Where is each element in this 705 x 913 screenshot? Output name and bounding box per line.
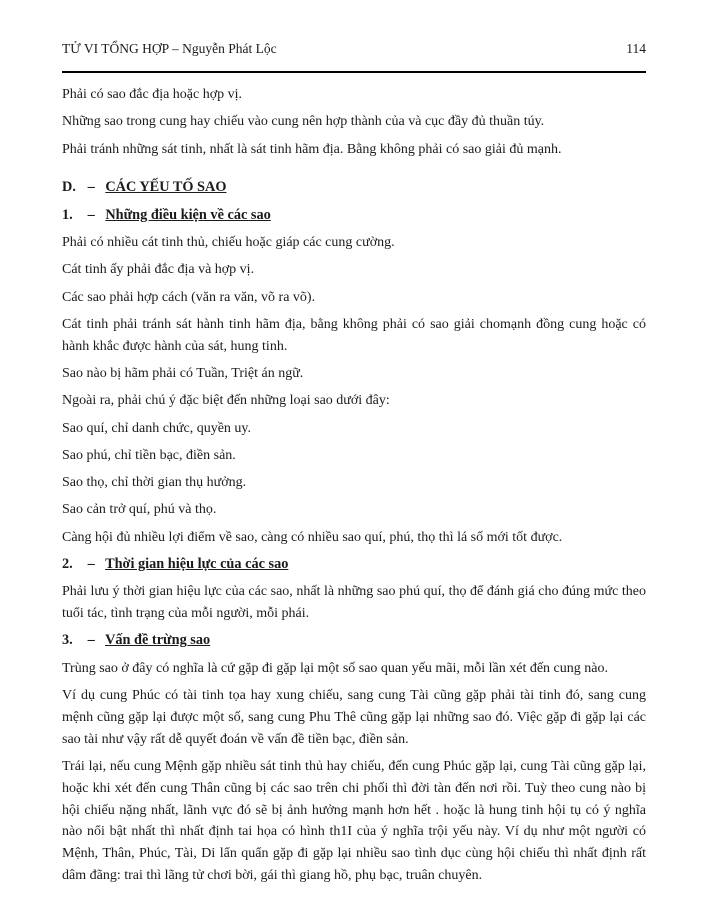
heading-number: 3. (62, 632, 73, 649)
heading-dash: – (87, 632, 95, 649)
paragraph: Cát tinh ấy phải đắc địa và hợp vị. (62, 262, 255, 278)
paragraph: Phải lưu ý thời gian hiệu lực của các sao, nhất là những sao phú quí, thọ để đánh giá cho đúng mức theo tuổi tác, tình trạng của mỗi người, mỗi phái. (62, 584, 646, 622)
subsection-heading-2 (62, 554, 646, 576)
paragraph: Phải có sao đắc địa hoặc hợp vị. (62, 87, 243, 102)
page-content (62, 84, 646, 887)
paragraph: Các sao phải hợp cách (văn ra văn, võ ra võ). (62, 289, 316, 305)
heading-title: CÁC YẾU TỐ SAO (105, 179, 227, 196)
heading-dash: – (87, 206, 95, 223)
subsection-heading-1 (62, 205, 646, 227)
heading-title: Thời gian hiệu lực của các sao (105, 556, 289, 573)
paragraph: Những sao trong cung hay chiếu vào cung nên hợp thành của và cục đầy đủ thuần túy. (62, 114, 545, 130)
header-rule (62, 71, 646, 73)
paragraph: Sao thọ, chỉ thời gian thụ hưởng. (62, 475, 247, 491)
paragraph: Trái lại, nếu cung Mệnh gặp nhiều sát tinh thủ hay chiếu, đến cung Phúc gặp lại, cung Tài cũng gặp lại, hoặc khi xét đến cung Thân cũng bị các sao trên chi phối thì đời tàn đến nơi rồi. Tuỳ theo cung nào bị hội chiếu nặng nhất, lãnh vực đó sẽ bị ảnh hưởng mạnh hơn hết . hoặc là hung tinh hội tụ có ý nghĩa nào nổi bật nhất thì nhất định tai họa có hình th1I của ý nghĩa trội yếu này. Ví dụ như một người có Mệnh, Thân, Phúc, Tài, Di lẩn quẩn gặp đi gặp lại nhiều sao tình dục cùng hội chiếu thì nhất định rất dâm đãng: trai thì lãng tử chơi bời, gái thì giang hồ, phụ bạc, truân chuyên. (62, 758, 646, 883)
subsection-heading-3 (62, 630, 646, 652)
book-title: TỬ VI TỔNG HỢP – Nguyễn Phát Lộc (62, 41, 277, 56)
paragraph: Sao quí, chỉ danh chức, quyền uy. (62, 420, 252, 436)
paragraph: Sao phú, chỉ tiền bạc, điền sản. (62, 447, 236, 463)
paragraph: Trùng sao ở đây có nghĩa là cứ gặp đi gặp lại một số sao quan yếu mãi, mỗi lần xét đến cung nào. (62, 660, 608, 676)
paragraph: Cát tinh phải tránh sát hành tinh hãm địa, bằng không phải có sao giải chomạnh đồng cung hoặc có hành khắc được hành của sát, hung tinh. (62, 316, 646, 354)
paragraph: Ngoài ra, phải chú ý đặc biệt đến những loại sao dưới đây: (62, 393, 390, 409)
heading-title: Những điều kiện về các sao (105, 206, 271, 223)
heading-number: 2. (62, 556, 73, 573)
heading-dash: – (87, 556, 95, 573)
paragraph: Sao cản trở quí, phú và thọ. (62, 502, 217, 518)
heading-number: 1. (62, 206, 73, 223)
section-heading-d (62, 177, 646, 199)
heading-number: D. (62, 179, 76, 196)
paragraph: Sao nào bị hãm phải có Tuần, Triệt án ngữ. (62, 365, 304, 381)
paragraph: Phải có nhiều cát tinh thủ, chiếu hoặc giáp các cung cường. (62, 234, 395, 250)
heading-dash: – (87, 179, 95, 196)
page-number: 114 (626, 41, 646, 56)
heading-title: Vấn đề trừng sao (105, 632, 211, 649)
paragraph: Càng hội đủ nhiều lợi điểm về sao, càng có nhiều sao quí, phú, thọ thì lá số mới tốt được. (62, 529, 563, 545)
page-header (62, 40, 646, 58)
paragraph: Ví dụ cung Phúc có tài tinh tọa hay xung chiếu, sang cung Tài cũng gặp phải tài tinh đó, sang cung mệnh cũng gặp lại được một số, sang cung Phu Thê cũng gặp lại những sao đó. Việc gặp đi gặp lại các sao tài như vậy rất dễ quyết đoán về vấn đề tiền bạc, điền sản. (62, 688, 646, 747)
paragraph: Phải tránh những sát tinh, nhất là sát tinh hãm địa. Bằng không phải có sao giải đủ mạnh. (62, 141, 562, 157)
